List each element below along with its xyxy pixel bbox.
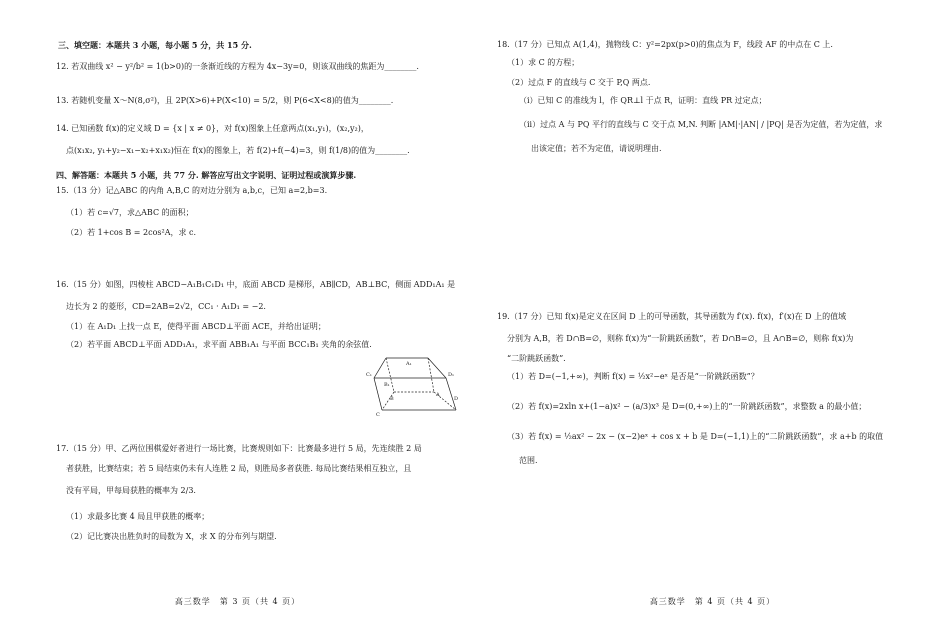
question-18-part1: （1）求 C 的方程； <box>507 58 580 67</box>
question-16-part1: （1）在 A₁D₁ 上找一点 E，使得平面 ABCD⊥平面 ACE，并给出证明； <box>66 322 326 331</box>
question-19-intro-3: “二阶跳跃函数”. <box>507 354 566 363</box>
question-19-part2: （2）若 f(x)=2xln x+(1−a)x² − (a/3)x³ 是 D=(0,+∞)上的“一阶跳跃函数”，求整数 a 的最小值； <box>507 402 867 411</box>
question-19-part1: （1）若 D=(−1,+∞)，判断 f(x) = ½x²−eˣ 是否是“一阶跳跃函数”？ <box>507 372 759 381</box>
question-12: 12. 若双曲线 x² − y²/b² = 1(b>0)的一条渐近线的方程为 4x−3y=0，则该双曲线的焦距为________. <box>56 62 419 71</box>
right-page-footer: 高三数学 第 4 页（共 4 页） <box>649 597 776 606</box>
question-16-intro-2: 边长为 2 的菱形，CD=2AB=2√2，CC₁ · A₁D₁ = −2. <box>66 302 266 311</box>
question-18-part2: （2）过点 F 的直线与 C 交于 P,Q 两点. <box>507 78 651 87</box>
question-15-part2: （2）若 1+cos B = 2cos²A，求 c. <box>66 228 197 237</box>
question-18-part2-i: （i）已知 C 的准线为 l，作 QR⊥l 于点 R，证明：直线 PR 过定点； <box>519 96 767 105</box>
question-15-intro: 15.（13 分）记△ABC 的内角 A,B,C 的对边分别为 a,b,c，已知 a=2,b=3. <box>56 186 328 195</box>
question-17-intro-2: 者获胜，比赛结束；若 5 局结束仍未有人连胜 2 局，则胜局多者获胜. 每局比赛结果相互独立，且 <box>66 464 412 473</box>
question-18-part2-ii-line1: （ii）过点 A 与 PQ 平行的直线与 C 交于点 M,N. 判断 |AM|·|AN| / |PQ| 是否为定值，若为定值，求 <box>519 120 883 129</box>
fig-label-b: B <box>390 396 394 402</box>
fig-label-b1: B₁ <box>384 382 390 388</box>
question-14-line2: 点(x₁x₂, y₁+y₂−x₁−x₂+x₁x₂)恒在 f(x)的图象上，若 f(2)+f(−4)=3，则 f(1/8)的值为________. <box>66 146 410 155</box>
question-18-part2-ii-line2: 出该定值；若不为定值，请说明理由. <box>531 144 662 153</box>
question-16-intro-1: 16.（15 分）如图，四棱柱 ABCD−A₁B₁C₁D₁ 中，底面 ABCD 是梯形，AB∥CD，AB⊥BC，侧面 ADD₁A₁ 是 <box>56 280 456 289</box>
question-15-part1: （1）若 c=√7，求△ABC 的面积； <box>66 208 194 217</box>
question-19-intro-1: 19.（17 分）已知 f(x)是定义在区间 D 上的可导函数，其导函数为 f′(x). f(x)，f′(x)在 D 上的值域 <box>497 312 847 321</box>
left-page-footer: 高三数学 第 3 页（共 4 页） <box>174 597 301 606</box>
question-17-intro-1: 17.（15 分）甲、乙两位围棋爱好者进行一场比赛，比赛规则如下：比赛最多进行 5 局，先连续胜 2 局 <box>56 444 422 453</box>
question-14-line1: 14. 已知函数 f(x)的定义域 D = {x | x ≠ 0}，对 f(x)图象上任意两点(x₁,y₁)，(x₂,y₂)， <box>56 124 369 133</box>
question-17-part1: （1）求最多比赛 4 局且甲获胜的概率； <box>66 512 210 521</box>
question-18-intro: 18.（17 分）已知点 A(1,4)，抛物线 C：y²=2px(p>0)的焦点为 F，线段 AF 的中点在 C 上. <box>497 40 833 49</box>
section4-heading: 四、解答题：本题共 5 小题，共 77 分. 解答应写出文字说明、证明过程或演算步骤. <box>56 170 357 180</box>
fig-label-a1: A₁ <box>406 361 412 367</box>
question-19-intro-2: 分别为 A,B，若 D∩B=∅，则称 f(x)为“一阶跳跃函数”，若 D∩B=∅，且 A∩B=∅，则称 f(x)为 <box>507 334 854 343</box>
fig-label-c: C <box>376 412 380 418</box>
right-page <box>475 0 950 631</box>
fig-label-d: D <box>454 396 459 402</box>
question-19-part3-line2: 范围. <box>519 456 538 465</box>
question-16-part2: （2）若平面 ABCD⊥平面 ADD₁A₁，求平面 ABB₁A₁ 与平面 BCC₁B₁ 夹角的余弦值. <box>66 340 372 349</box>
section3-heading: 三、填空题：本题共 3 小题，每小题 5 分，共 15 分. <box>58 40 252 50</box>
question-19-part3-line1: （3）若 f(x) = ½ax² − 2x − (x−2)eˣ + cos x + b 是 D=(−1,1)上的“二阶跳跃函数”，求 a+b 的取值 <box>507 432 884 441</box>
question-13: 13. 若随机变量 X～N(8,σ²)，且 2P(X>6)+P(X<10) = 5/2，则 P(6<X<8)的值为________. <box>56 96 394 105</box>
fig-label-d1: D₁ <box>448 372 455 378</box>
fig-label-a: A <box>436 392 440 398</box>
question-17-intro-3: 没有平局，甲每局获胜的概率为 2/3. <box>66 486 196 495</box>
prism-figure <box>366 356 461 420</box>
fig-label-c1: C₁ <box>366 372 372 378</box>
question-17-part2: （2）记比赛决出胜负时的局数为 X，求 X 的分布列与期望. <box>66 532 277 541</box>
